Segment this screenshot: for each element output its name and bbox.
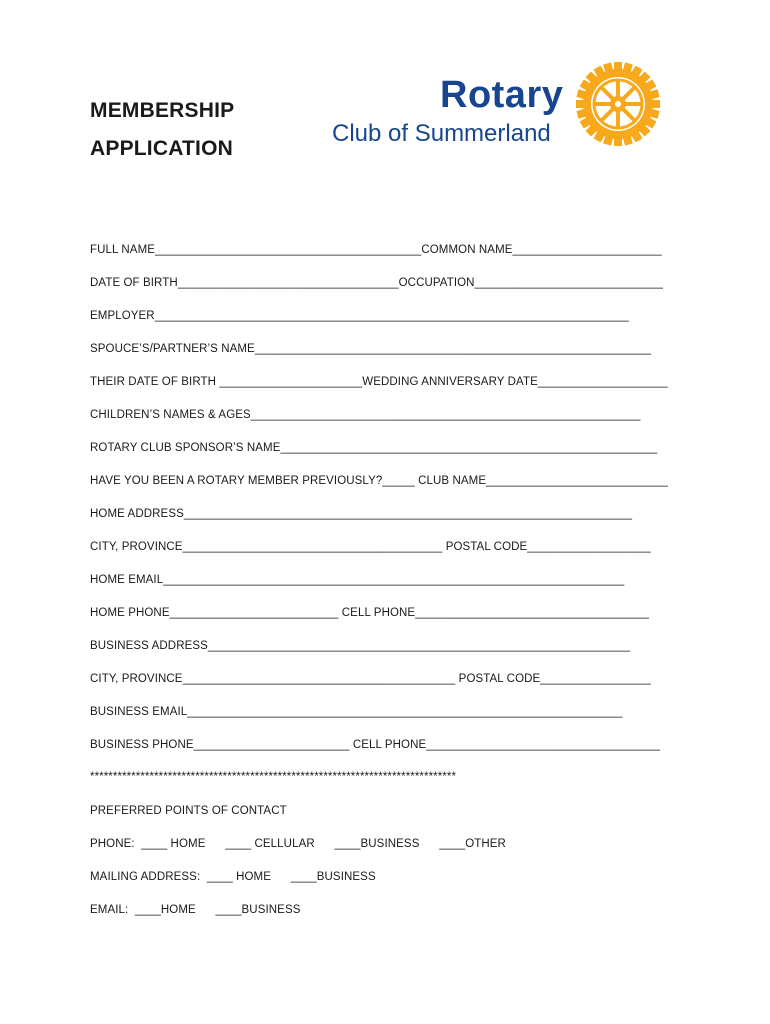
section-separator: ******************************************************************************** bbox=[90, 771, 457, 783]
their-dob-field[interactable]: THEIR DATE OF BIRTH ______________________WEDDING ANNIVERSARY DATE____________________ bbox=[90, 376, 668, 388]
sponsor-name-field[interactable]: ROTARY CLUB SPONSOR’S NAME__________________________________________________________ bbox=[90, 442, 658, 454]
title-line-2: APPLICATION bbox=[90, 137, 233, 160]
children-names-field[interactable]: CHILDREN’S NAMES & AGES____________________________________________________________ bbox=[90, 409, 641, 421]
preferred-contact-heading: PREFERRED POINTS OF CONTACT bbox=[90, 805, 287, 817]
email-preference-field[interactable]: EMAIL: ____HOME ____BUSINESS bbox=[90, 904, 301, 916]
business-city-field[interactable]: CITY, PROVINCE__________________________________________ POSTAL CODE_________________ bbox=[90, 673, 651, 685]
employer-field[interactable]: EMPLOYER_________________________________________________________________________ bbox=[90, 310, 629, 322]
rotary-wheel-icon bbox=[576, 62, 660, 146]
home-phone-field[interactable]: HOME PHONE__________________________ CELL PHONE____________________________________ bbox=[90, 607, 650, 619]
logo-subtitle: Club of Summerland bbox=[332, 120, 551, 147]
previous-member-field[interactable]: HAVE YOU BEEN A ROTARY MEMBER PREVIOUSLY?_____ CLUB NAME____________________________ bbox=[90, 475, 668, 487]
home-city-field[interactable]: CITY, PROVINCE________________________________________ POSTAL CODE___________________ bbox=[90, 541, 651, 553]
rotary-logo bbox=[330, 62, 670, 157]
date-of-birth-field[interactable]: DATE OF BIRTH__________________________________OCCUPATION_____________________________ bbox=[90, 277, 663, 289]
logo-wordmark: Rotary bbox=[440, 74, 564, 116]
business-phone-field[interactable]: BUSINESS PHONE________________________ CELL PHONE____________________________________ bbox=[90, 739, 661, 751]
business-address-field[interactable]: BUSINESS ADDRESS_________________________________________________________________ bbox=[90, 640, 631, 652]
full-name-field[interactable]: FULL NAME_________________________________________COMMON NAME_______________________ bbox=[90, 244, 662, 256]
mailing-preference-field[interactable]: MAILING ADDRESS: ____ HOME ____BUSINESS bbox=[90, 871, 376, 883]
phone-preference-field[interactable]: PHONE: ____ HOME ____ CELLULAR ____BUSINESS ____OTHER bbox=[90, 838, 506, 850]
business-email-field[interactable]: BUSINESS EMAIL___________________________________________________________________ bbox=[90, 706, 623, 718]
page-title bbox=[90, 92, 234, 168]
title-line-1: MEMBERSHIP bbox=[90, 99, 235, 122]
home-address-field[interactable]: HOME ADDRESS_____________________________________________________________________ bbox=[90, 508, 633, 520]
home-email-field[interactable]: HOME EMAIL_______________________________________________________________________ bbox=[90, 574, 625, 586]
spouse-name-field[interactable]: SPOUCE’S/PARTNER’S NAME_____________________________________________________________ bbox=[90, 343, 652, 355]
